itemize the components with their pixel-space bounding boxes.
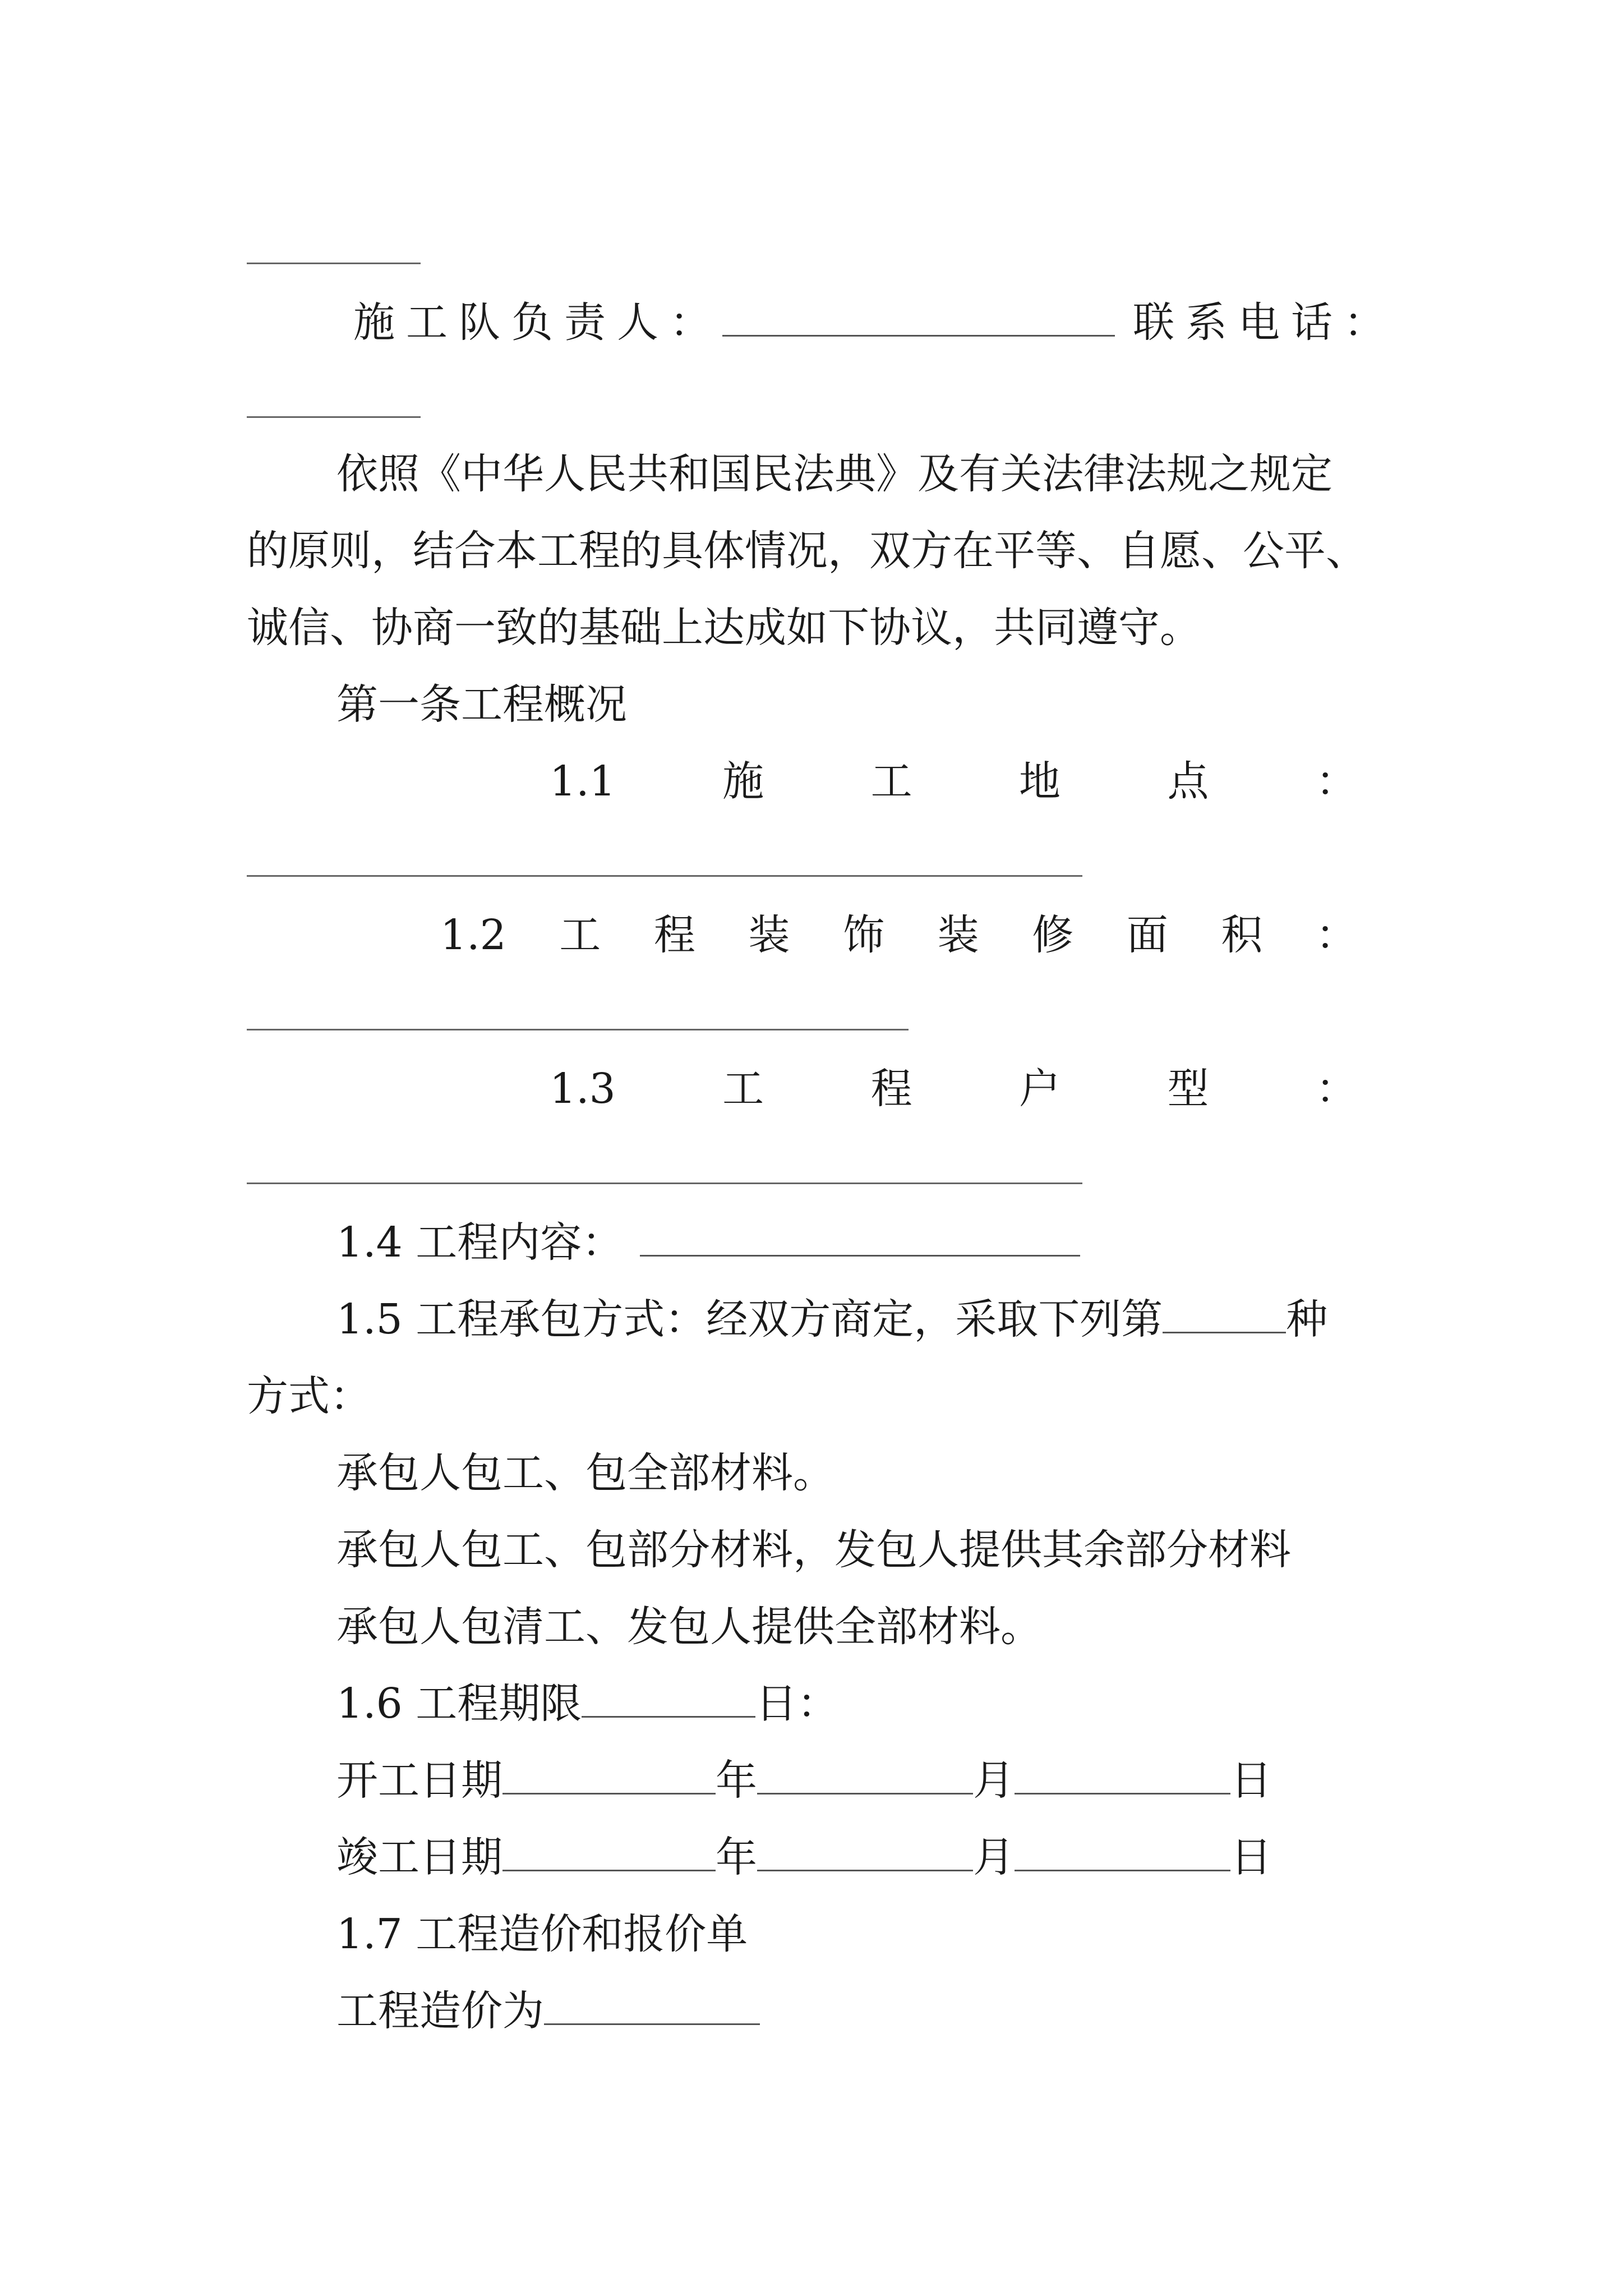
end-day-blank bbox=[1015, 1835, 1230, 1871]
item-1-3: 1.3 工 程 户 型 ： bbox=[550, 1061, 1357, 1117]
article-title: 第一条工程概况 bbox=[336, 680, 627, 729]
item-1-2-blank bbox=[247, 1029, 909, 1030]
item-1-4: 1.4 工程内容： bbox=[336, 1214, 1080, 1271]
end-year-blank bbox=[502, 1835, 716, 1871]
start-year-blank bbox=[502, 1758, 716, 1795]
intro-line-3: 诚信、协商一致的基础上达成如下协议，共同遵守。 bbox=[247, 604, 1201, 652]
item-1-7: 1.7 工程造价和报价单 bbox=[336, 1910, 748, 1958]
item-1-5: 1.5 工程承包方式：经双方商定，采取下列第 种 bbox=[336, 1295, 1328, 1343]
item-1-1: 1.1 施 工 地 点 ： bbox=[550, 753, 1357, 809]
item-1-3-blank bbox=[247, 1182, 1082, 1184]
item-1-1-num: 1.1 bbox=[550, 757, 616, 806]
leader-blank bbox=[722, 300, 1115, 337]
item-1-1-blank bbox=[247, 875, 1082, 877]
item-1-2-num: 1.2 bbox=[440, 911, 506, 959]
item-1-6: 1.6 工程期限 日： bbox=[336, 1680, 839, 1728]
phone-label: 联系电话： bbox=[1133, 298, 1396, 347]
item-1-5-blank bbox=[1163, 1297, 1286, 1333]
intro-line-2: 的原则，结合本工程的具体情况，双方在平等、自愿、公平、 bbox=[247, 527, 1367, 575]
price-blank bbox=[544, 1989, 760, 2025]
item-1-5-option-3: 承包人包清工、发包人提供全部材料。 bbox=[336, 1603, 1042, 1651]
item-1-2: 1.2 工 程 装 饰 装 修 面 积 ： bbox=[440, 907, 1357, 963]
item-1-3-num: 1.3 bbox=[550, 1065, 616, 1113]
start-month-blank bbox=[757, 1758, 973, 1795]
start-day-blank bbox=[1015, 1758, 1230, 1795]
phone-blank bbox=[247, 416, 421, 418]
end-month-blank bbox=[757, 1835, 973, 1871]
contact-line bbox=[353, 295, 1115, 351]
end-date-line: 竣工日期 年 月 日 bbox=[336, 1833, 1272, 1881]
item-1-5-cont: 方式： bbox=[247, 1372, 371, 1420]
leader-label: 施工队负责人： bbox=[353, 298, 722, 347]
intro-line-1: 依照《中华人民共和国民法典》及有关法律法规之规定 bbox=[336, 450, 1332, 498]
item-1-5-option-2: 承包人包工、包部分材料，发包人提供其余部分材料 bbox=[336, 1526, 1291, 1574]
item-1-5-option-1: 承包人包工、包全部材料。 bbox=[336, 1449, 834, 1497]
start-date-line: 开工日期 年 月 日 bbox=[336, 1756, 1272, 1805]
price-line: 工程造价为 bbox=[336, 1983, 760, 2039]
item-1-6-blank bbox=[582, 1681, 755, 1718]
top-blank-line bbox=[247, 263, 421, 264]
item-1-4-blank bbox=[640, 1220, 1080, 1257]
